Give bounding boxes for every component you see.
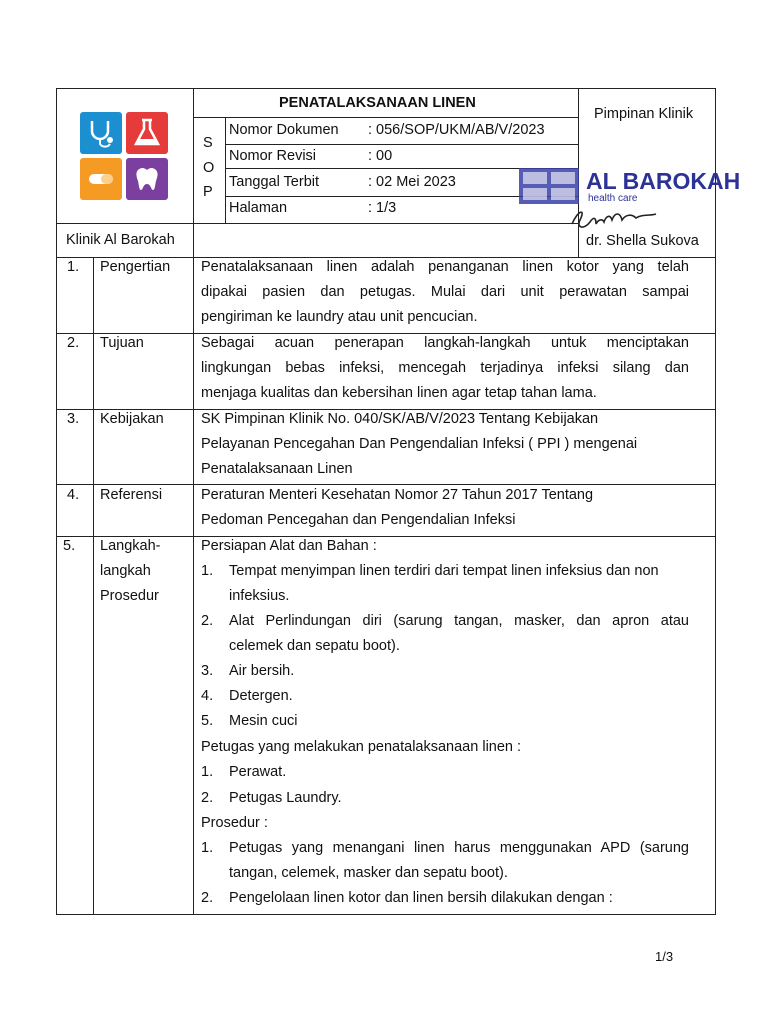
row-text-line: Pedoman Pencegahan dan Pengendalian Infeksi bbox=[201, 512, 516, 528]
list-item-line: Pengelolaan linen kotor dan linen bersih dilakukan dengan : bbox=[229, 890, 613, 906]
list-item-line: infeksius. bbox=[229, 588, 290, 604]
page-number: 1/3 bbox=[655, 949, 674, 964]
list-item-line: Tempat menyimpan linen terdiri dari tempat linen infeksius dan non bbox=[229, 563, 659, 579]
signer-title: Pimpinan Klinik bbox=[594, 106, 694, 122]
divider bbox=[193, 88, 194, 258]
divider bbox=[56, 257, 716, 258]
list-number: 5. bbox=[201, 713, 214, 729]
sop-letter: P bbox=[203, 184, 213, 200]
row-number: 1. bbox=[67, 259, 80, 275]
list-item-line: tangan, celemek, masker dan sepatu boot). bbox=[229, 865, 508, 881]
divider bbox=[225, 144, 579, 145]
divider bbox=[193, 117, 579, 118]
row-text-line: Penatalaksanaan Linen bbox=[201, 461, 353, 477]
field-value-document-number: : 056/SOP/UKM/AB/V/2023 bbox=[368, 122, 545, 138]
signer-name: dr. Shella Sukova bbox=[586, 233, 699, 249]
divider bbox=[56, 333, 716, 334]
field-label-document-number: Nomor Dokumen bbox=[229, 122, 339, 138]
list-item-line: Detergen. bbox=[229, 688, 293, 704]
row-text-line: lingkungan bebas infeksi, mencegah terjadinya infeksi silang dan bbox=[201, 360, 689, 376]
sop-letter: S bbox=[203, 135, 213, 151]
row-text-line: SK Pimpinan Klinik No. 040/SK/AB/V/2023 Tentang Kebijakan bbox=[201, 411, 599, 427]
stamp-subtext: health care bbox=[588, 193, 638, 204]
tooth-icon bbox=[126, 158, 168, 200]
divider bbox=[56, 409, 716, 410]
table-border-left bbox=[56, 88, 57, 915]
field-label-revision-number: Nomor Revisi bbox=[229, 148, 317, 164]
signature bbox=[566, 193, 676, 236]
row-number: 2. bbox=[67, 335, 80, 351]
stamp-text: AL BAROKAH bbox=[586, 168, 741, 194]
section-heading: Prosedur : bbox=[201, 815, 268, 831]
field-label-issue-date: Tanggal Terbit bbox=[229, 174, 320, 190]
flask-icon bbox=[126, 112, 168, 154]
list-item-line: Alat Perlindungan diri (sarung tangan, masker, dan apron atau bbox=[229, 613, 689, 629]
table-border-right bbox=[715, 88, 716, 915]
list-number: 3. bbox=[201, 663, 214, 679]
row-text-line: pengiriman ke laundry atau unit pencucian. bbox=[201, 309, 478, 325]
divider bbox=[56, 484, 716, 485]
divider bbox=[56, 536, 716, 537]
list-item-line: celemek dan sepatu boot). bbox=[229, 638, 400, 654]
divider bbox=[225, 117, 226, 223]
list-number: 1. bbox=[201, 764, 214, 780]
table-border-bottom bbox=[56, 914, 716, 915]
row-text-line: Peraturan Menteri Kesehatan Nomor 27 Tahun 2017 Tentang bbox=[201, 487, 594, 503]
row-text-line: Penatalaksanaan linen adalah penanganan linen kotor yang telah bbox=[201, 259, 689, 275]
list-item-line: Mesin cuci bbox=[229, 713, 298, 729]
list-number: 2. bbox=[201, 790, 214, 806]
sop-letter: O bbox=[203, 160, 215, 176]
page-title: PENATALAKSANAAN LINEN bbox=[279, 95, 476, 111]
divider bbox=[93, 257, 94, 915]
row-number: 5. bbox=[63, 538, 76, 554]
row-label-referensi: Referensi bbox=[100, 487, 163, 503]
row-label-procedure: Prosedur bbox=[100, 588, 159, 604]
list-item-line: Petugas Laundry. bbox=[229, 790, 342, 806]
field-value-revision-number: : 00 bbox=[368, 148, 393, 164]
row-text-line: Sebagai acuan penerapan langkah-langkah untuk menciptakan bbox=[201, 335, 689, 351]
list-number: 1. bbox=[201, 840, 214, 856]
row-text-line: menjaga kualitas dan kebersihan linen agar tetap tahan lama. bbox=[201, 385, 597, 401]
row-label-procedure: Langkah- bbox=[100, 538, 161, 554]
list-number: 4. bbox=[201, 688, 214, 704]
pill-icon bbox=[80, 158, 122, 200]
row-label-kebijakan: Kebijakan bbox=[100, 411, 164, 427]
stethoscope-icon bbox=[80, 112, 122, 154]
row-number: 4. bbox=[67, 487, 80, 503]
list-item-line: Air bersih. bbox=[229, 663, 295, 679]
divider bbox=[193, 257, 194, 915]
section-heading: Petugas yang melakukan penatalaksanaan linen : bbox=[201, 739, 522, 755]
list-item-line: Petugas yang menangani linen harus menggunakan APD (sarung bbox=[229, 840, 689, 856]
section-heading: Persiapan Alat dan Bahan : bbox=[201, 538, 377, 554]
field-label-page: Halaman bbox=[229, 200, 288, 216]
row-label-pengertian: Pengertian bbox=[100, 259, 171, 275]
list-number: 1. bbox=[201, 563, 214, 579]
list-item-line: Perawat. bbox=[229, 764, 287, 780]
field-value-page: : 1/3 bbox=[368, 200, 397, 216]
field-value-issue-date: : 02 Mei 2023 bbox=[368, 174, 456, 190]
row-label-procedure: langkah bbox=[100, 563, 151, 579]
clinic-logo bbox=[80, 112, 170, 198]
row-text-line: dipakai pasien dan petugas. Mulai dari unit perawatan sampai bbox=[201, 284, 689, 300]
divider bbox=[56, 223, 579, 224]
table-border-top bbox=[56, 88, 716, 89]
list-number: 2. bbox=[201, 613, 214, 629]
row-number: 3. bbox=[67, 411, 80, 427]
clinic-name: Klinik Al Barokah bbox=[66, 232, 175, 248]
row-text-line: Pelayanan Pencegahan Dan Pengendalian Infeksi ( PPI ) mengenai bbox=[201, 436, 638, 452]
row-label-tujuan: Tujuan bbox=[100, 335, 144, 351]
list-number: 2. bbox=[201, 890, 214, 906]
